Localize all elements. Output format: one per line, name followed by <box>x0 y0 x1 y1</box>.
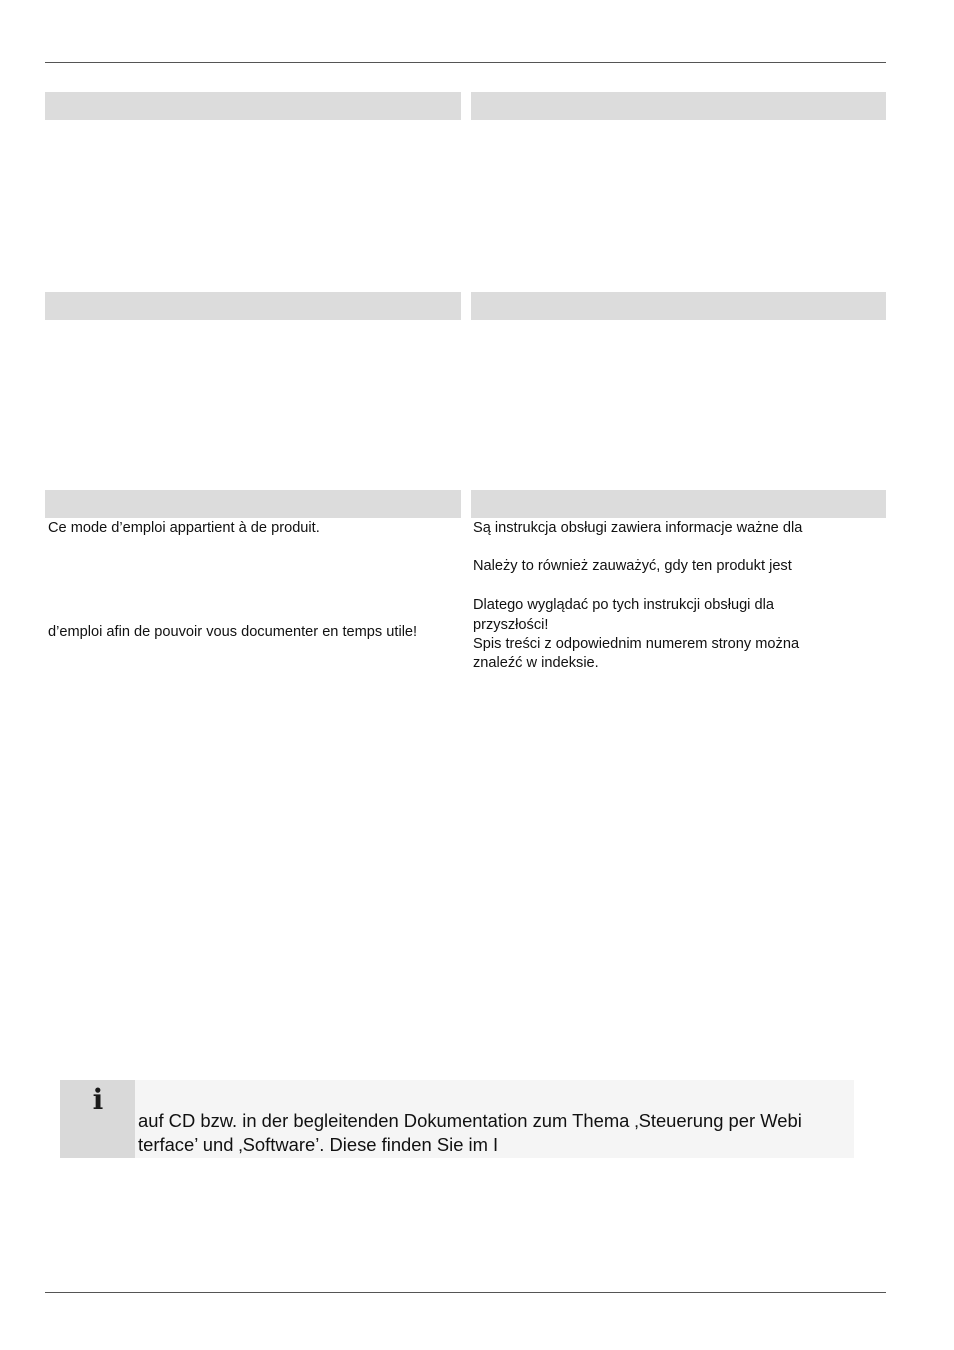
french-line-1: Ce mode d’emploi appartient à de produit. <box>48 520 320 536</box>
polish-line-4: przyszłości! <box>473 617 549 633</box>
bottom-rule <box>45 1292 886 1293</box>
info-icon-cell <box>60 1080 135 1158</box>
section-header-bar-1-left <box>45 92 461 120</box>
info-note-line-1: auf CD bzw. in der begleitenden Dokumentation zum Thema ‚Steuerung per Webi <box>138 1110 802 1131</box>
section-header-bar-2-left <box>45 292 461 320</box>
info-note-box <box>60 1080 854 1158</box>
polish-line-2: Należy to również zauważyć, gdy ten produkt jest <box>473 558 792 574</box>
polish-line-1: Są instrukcja obsługi zawiera informacje ważne dla <box>473 520 803 536</box>
section-header-bar-3-right <box>471 490 886 518</box>
info-icon: i <box>92 1083 104 1116</box>
info-note-line-2: terface’ und ‚Software’. Diese finden Sie im I <box>138 1134 499 1155</box>
french-line-2: d’emploi afin de pouvoir vous documenter en temps utile! <box>48 624 418 640</box>
section-header-bar-1-right <box>471 92 886 120</box>
polish-line-5: Spis treści z odpowiednim numerem strony można <box>473 636 800 652</box>
polish-line-6: znaleźć w indeksie. <box>473 655 599 671</box>
polish-line-3: Dlatego wyglądać po tych instrukcji obsługi dla <box>473 597 774 613</box>
section-header-bar-3-left <box>45 490 461 518</box>
top-rule <box>45 62 886 63</box>
section-header-bar-2-right <box>471 292 886 320</box>
